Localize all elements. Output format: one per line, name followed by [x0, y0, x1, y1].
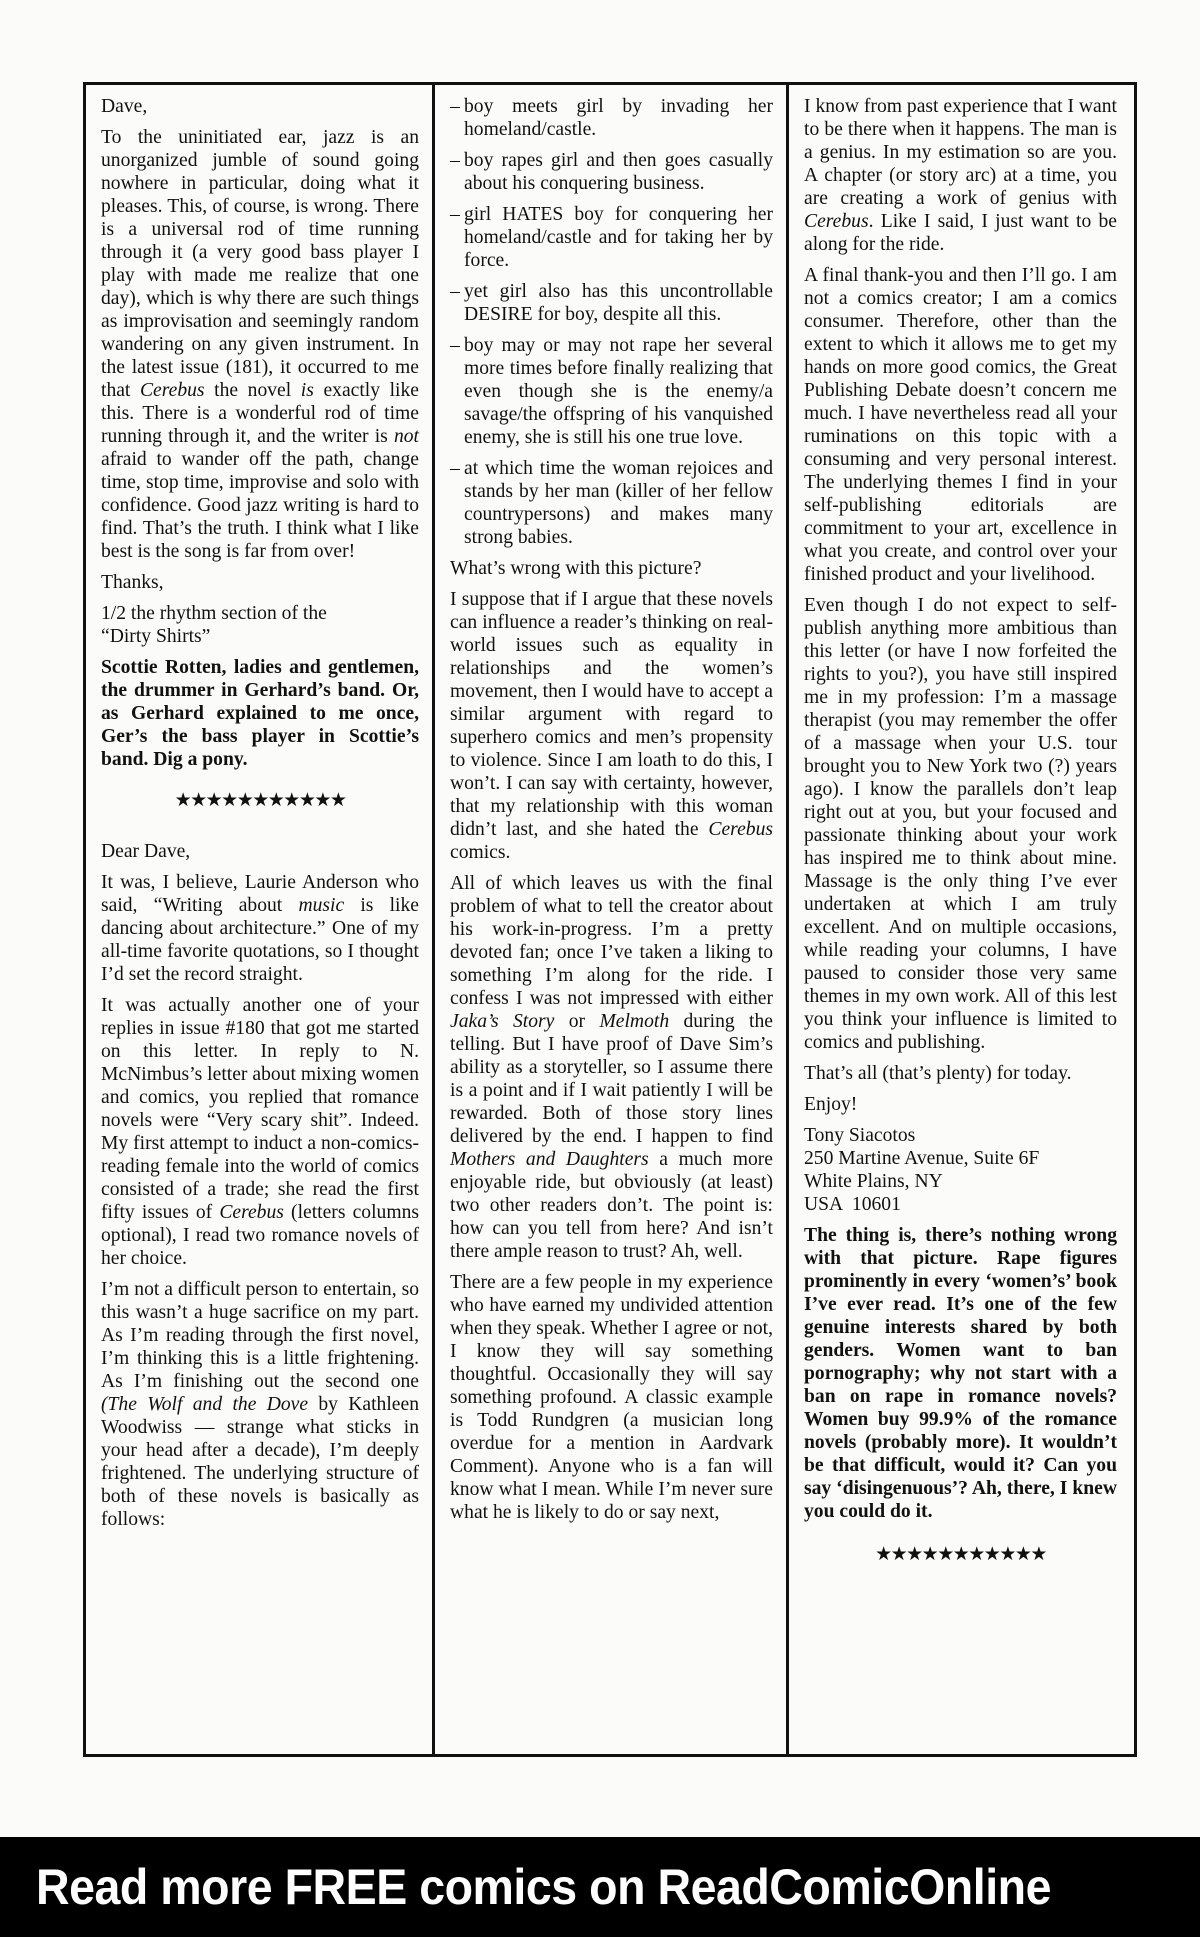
signature-address: USA 10601 — [804, 1194, 901, 1215]
letter-paragraph: A final thank-you and then I’ll go. I am not a comics creator; I am a comics consumer. Therefore, other than the extent to which it allows me to get my hands on more good comics, the Great Publishing Debate doesn’t concern me much. I have nevertheless read all your ruminations on this topic with a consuming and very personal interest. The underlying themes I find in your self-publishing editorials are commitment to your art, excellence in what you create, and control over your finished product and your livelihood. — [804, 265, 1117, 585]
promo-banner[interactable] — [0, 1837, 1200, 1937]
promo-banner-text[interactable]: Read more FREE comics on ReadComicOnline — [36, 1859, 1051, 1915]
signature-address: White Plains, NY — [804, 1171, 943, 1192]
signature-block — [804, 1124, 1117, 1216]
closing: Enjoy! — [804, 1094, 858, 1115]
dash-icon: – — [450, 281, 460, 302]
letter-paragraph: To the uninitiated ear, jazz is an unorganized jumble of sound going nowhere in particular, doing what it pleases. This, of course, is wrong. There is a universal rod of time running through it (a very good bass player I play with made me realize that one day), which is why there are such things as improvisation and seemingly random wandering on any given instrument. In the latest issue (181), it occurred to me that Cerebus the novel is exactly like this. There is a wonderful rod of time running through it, and the writer is not afraid to wander off the path, change time, stop time, improvise and solo with confidence. Good jazz writing is hard to find. That’s the truth. I think what I like best is the song is far from over! — [101, 127, 419, 562]
column-1 — [86, 85, 435, 1754]
letters-column-frame — [83, 82, 1137, 1757]
letter-paragraph: It was actually another one of your replies in issue #180 that got me started on this letter. In reply to N. McNimbus’s letter about mixing women and comics, you replied that romance novels were “Very scary shit”. Indeed. My first attempt to induct a non-comics-reading female into the world of comics consisted of a trade; she read the first fifty issues of Cerebus (letters columns optional), I read two romance novels of her choice. — [101, 995, 419, 1269]
salutation: Dave, — [101, 96, 148, 117]
dash-icon: – — [450, 335, 460, 356]
list-item: – boy may or may not rape her several more times before finally realizing that even though she is the enemy/a savage/the offspring of his vanquished enemy, she is still his one true love. — [450, 335, 773, 448]
signature-line: “Dirty Shirts” — [101, 626, 211, 647]
letter-paragraph: I’m not a difficult person to entertain, so this wasn’t a huge sacrifice on my part. As I’m reading through the first novel, I’m thinking this is a little frightening. As I’m finishing out the second one (The Wolf and the Dove by Kathleen Woodwiss — strange what sticks in your head after a decade), I’m deeply frightened. The underlying structure of both of these novels is basically as follows: — [101, 1279, 419, 1530]
column-3 — [789, 85, 1134, 1754]
letter-paragraph: I know from past experience that I want to be there when it happens. The man is a genius. In my estimation so are you. A chapter (or story arc) at a time, you are creating a work of genius with Cerebus. Like I said, I just want to be along for the ride. — [804, 96, 1117, 255]
column-2 — [435, 85, 789, 1754]
dash-icon: – — [450, 150, 460, 171]
dash-icon: – — [450, 458, 460, 479]
signature-name: Tony Siacotos — [804, 1125, 916, 1146]
star-separator-icon: ★★★★★★★★★★★ — [875, 1543, 1046, 1565]
list-item: – girl HATES boy for conquering her homeland/castle and for taking her by force. — [450, 204, 773, 271]
list-item: – boy meets girl by invading her homeland/castle. — [450, 96, 773, 140]
letter-paragraph: I suppose that if I argue that these novels can influence a reader’s thinking on real-world issues such as equality in relationships and the women’s movement, then I would have to accept a similar argument with regard to superhero comics and men’s propensity to violence. Since I am loath to do this, I won’t. I can say with certainty, however, that my relationship with this woman didn’t last, and she hated the Cerebus comics. — [450, 589, 773, 863]
signature-address: 250 Martine Avenue, Suite 6F — [804, 1148, 1040, 1169]
list-item: – at which time the woman rejoices and stands by her man (killer of her fellow countrypersons) and makes many strong babies. — [450, 458, 773, 548]
question: What’s wrong with this picture? — [450, 558, 702, 579]
star-separator-icon: ★★★★★★★★★★★ — [174, 789, 346, 811]
letter-paragraph: All of which leaves us with the final problem of what to tell the creator about his work-in-progress. I’m a pretty devoted fan; once I’ve taken a liking to something I’m along for the ride. I confess I was not impressed with either Jaka’s Story or Melmoth during the telling. But I have proof of Dave Sim’s ability as a storyteller, so I assume there is a point and if I wait patiently I will be rewarded. Both of those story lines delivered by the end. I happen to find Mothers and Daughters a much more enjoyable ride, but obviously (at least) two other readers don’t. The point is: how can you tell from here? And isn’t there ample reason to trust? Ah, well. — [450, 873, 773, 1262]
signature-line: 1/2 the rhythm section of the — [101, 603, 327, 624]
letter-paragraph: That’s all (that’s plenty) for today. — [804, 1063, 1072, 1084]
closing: Thanks, — [101, 572, 164, 593]
editor-reply: The thing is, there’s nothing wrong with that picture. Rape figures prominently in every ‘women’s’ book I’ve ever read. It’s one of the few genuine interests shared by both genders. Women want to ban pornography; why not start with a ban on rape in romance novels? Women buy 99.9% of the romance novels (probably more). It wouldn’t be that difficult, would it? Can you say ‘disingenuous’? Ah, there, I knew you could do it. — [804, 1225, 1117, 1522]
letter-paragraph: It was, I believe, Laurie Anderson who said, “Writing about music is like dancing about architecture.” One of my all-time favorite quotations, so I thought I’d set the record straight. — [101, 872, 419, 985]
salutation: Dear Dave, — [101, 841, 191, 862]
letter-paragraph: There are a few people in my experience who have earned my undivided attention when they speak. Whether I agree or not, I know they will say something thoughtful. Occasionally they will say something profound. A classic example is Todd Rundgren (a musician long overdue for a mention in Aardvark Comment). Anyone who is a fan will know what I mean. While I’m never sure what he is likely to do or say next, — [450, 1272, 773, 1523]
editor-reply: Scottie Rotten, ladies and gentlemen, the drummer in Gerhard’s band. Or, as Gerhard explained to me once, Ger’s the bass player in Scottie’s band. Dig a pony. — [101, 657, 419, 770]
list-item: – boy rapes girl and then goes casually about his conquering business. — [450, 150, 773, 194]
letter-paragraph: Even though I do not expect to self-publish anything more ambitious than this letter (or have I now forfeited the rights to you?), you have still inspired me in my profession: I’m a massage therapist (you may remember the offer of a massage when your U.S. tour brought you to New York two (?) years ago). I know the parallels don’t leap right out at you, but your focused and passionate thinking about your work has inspired me to think about mine. Massage is the only thing I’ve ever undertaken at which I am truly excellent. And on multiple occasions, while reading your columns, I have paused to consider those very same themes in my own work. All of this lest you think your influence is limited to comics and publishing. — [804, 595, 1117, 1053]
dash-icon: – — [450, 204, 460, 225]
dash-icon: – — [450, 96, 460, 117]
list-item: – yet girl also has this uncontrollable DESIRE for boy, despite all this. — [450, 281, 773, 325]
